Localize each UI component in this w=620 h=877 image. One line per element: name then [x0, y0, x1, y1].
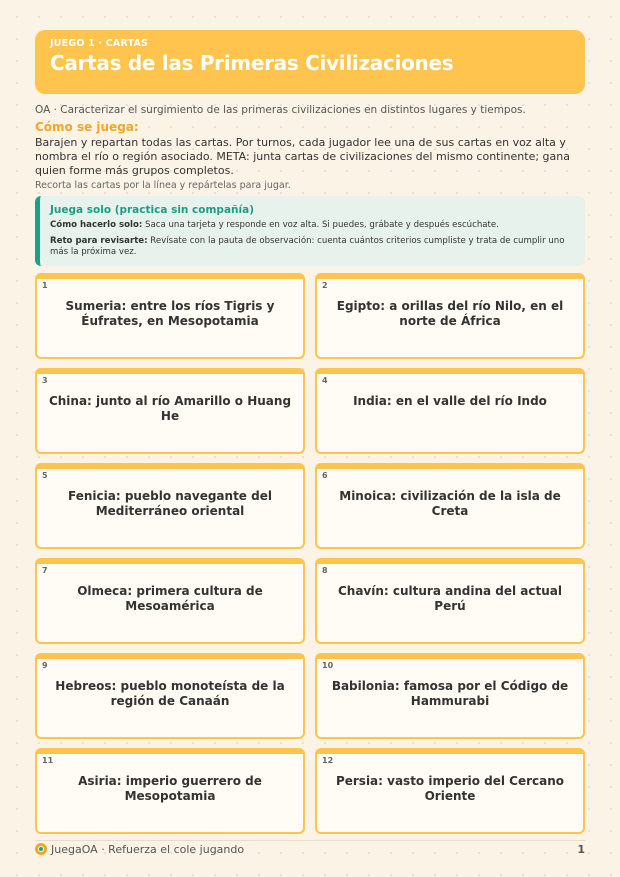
- card-text: Chavín: cultura andina del actual Perú: [337, 584, 563, 613]
- card-text: Egipto: a orillas del río Nilo, en el norte de África: [336, 299, 564, 328]
- card-number: 8: [322, 566, 328, 575]
- page-title: Cartas de las Primeras Civilizaciones: [50, 51, 454, 75]
- solo-how-label: Cómo hacerlo solo:: [50, 220, 143, 230]
- card-11: [35, 748, 305, 834]
- card-text: Sumeria: entre los ríos Tigris y Éufrates, en Mesopotamia: [65, 299, 275, 328]
- card-text: Asiria: imperio guerrero de Mesopotamia: [78, 774, 262, 803]
- card-number: 4: [322, 376, 328, 385]
- card-number: 10: [322, 661, 334, 670]
- card-number: 3: [42, 376, 48, 385]
- card-6: [315, 463, 585, 549]
- footer-divider: [35, 840, 585, 841]
- solo-challenge-line: [50, 236, 575, 259]
- card-text: Olmeca: primera cultura de Mesoamérica: [77, 584, 263, 613]
- card-number: 1: [42, 281, 48, 290]
- cut-note: Recorta las cartas por la línea y repártelas para jugar.: [35, 180, 291, 191]
- card-10: [315, 653, 585, 739]
- card-number: 11: [42, 756, 54, 765]
- card-number: 9: [42, 661, 48, 670]
- card-3: [35, 368, 305, 454]
- card-5: [35, 463, 305, 549]
- card-12: [315, 748, 585, 834]
- card-number: 12: [322, 756, 334, 765]
- card-text: Babilonia: famosa por el Código de Hammurabi: [331, 679, 569, 708]
- footer-brand: JuegaOA · Refuerza el cole jugando: [51, 843, 245, 856]
- card-text: Fenicia: pueblo navegante del Mediterráneo oriental: [68, 489, 272, 518]
- card-text: Hebreos: pueblo monoteísta de la región de Canaán: [55, 679, 285, 708]
- brand-logo-icon: [35, 843, 47, 855]
- card-2: [315, 273, 585, 359]
- card-text: Minoica: civilización de la isla de Creta: [339, 489, 561, 518]
- card-text: India: en el valle del río Indo: [353, 394, 547, 408]
- solo-heading: Juega solo (practica sin compañía): [50, 204, 254, 216]
- card-number: 6: [322, 471, 328, 480]
- card-number: 2: [322, 281, 328, 290]
- learning-objective: OA · Caracterizar el surgimiento de las primeras civilizaciones en distintos lugares y tiempos.: [35, 104, 526, 116]
- card-text: China: junto al río Amarillo o Huang He: [48, 394, 292, 423]
- how-to-play-heading: Cómo se juega:: [35, 120, 139, 134]
- page-number: 1: [577, 843, 585, 856]
- card-text: Persia: vasto imperio del Cercano Oriente: [335, 774, 565, 803]
- card-number: 7: [42, 566, 48, 575]
- card-9: [35, 653, 305, 739]
- solo-challenge-text: Revísate con la pauta de observación: cuenta cuántos criterios cumpliste y trata de cumplir uno más la próxima vez.: [50, 235, 565, 257]
- solo-how-text: Saca una tarjeta y responde en voz alta. Si puedes, grábate y después escúchate.: [142, 220, 499, 230]
- solo-how-line: [50, 220, 575, 232]
- card-1: [35, 273, 305, 359]
- how-to-play-text: Barajen y repartan todas las cartas. Por turnos, cada jugador lee una de sus cartas en voz alta y nombra el río o región asociado. META: junta cartas de civilizaciones del mismo continente; gana quien forme más grupos completos.: [35, 136, 570, 177]
- card-8: [315, 558, 585, 644]
- title-banner: [35, 30, 585, 94]
- card-number: 5: [42, 471, 48, 480]
- card-7: [35, 558, 305, 644]
- solo-play-box: [35, 196, 585, 266]
- card-4: [315, 368, 585, 454]
- game-kicker: JUEGO 1 · CARTAS: [50, 38, 149, 49]
- solo-challenge-label: Reto para revisarte:: [50, 235, 148, 246]
